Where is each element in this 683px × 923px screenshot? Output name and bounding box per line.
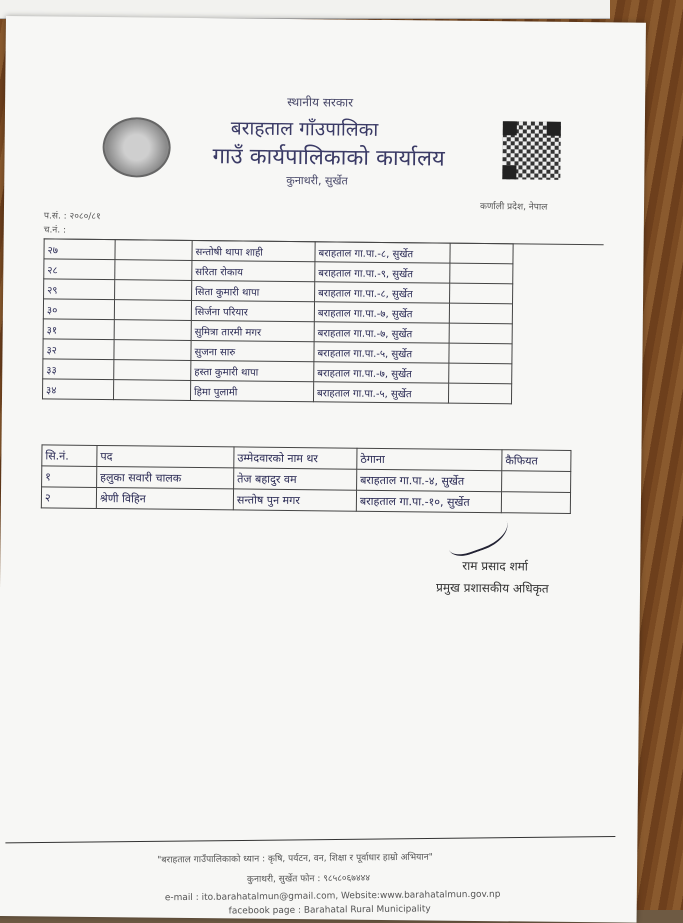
table-header-cell: पद: [97, 445, 234, 467]
table-cell: ३१: [43, 319, 114, 340]
dispatch-number: च.नं. :: [43, 225, 67, 236]
table-cell: हिमा पुलामी: [190, 380, 313, 401]
table-cell: सन्तोषी थापा शाही: [192, 240, 315, 261]
municipality-name: बराहताल गाँउपालिका: [230, 117, 379, 141]
footer-rule: [5, 836, 615, 843]
table-header-cell: उम्मेदवारको नाम थर: [234, 447, 357, 469]
table-cell: बराहताल गा.पा.-७, सुर्खेत: [314, 362, 449, 383]
table-cell: [115, 260, 192, 281]
table-cell: [450, 243, 513, 264]
table-cell: हस्ता कुमारी थापा: [191, 360, 314, 381]
table-cell: १: [42, 466, 97, 488]
table-cell: सरिता रोकाय: [192, 260, 315, 281]
table-cell: तेज बहादुर वम: [234, 468, 357, 490]
table-cell: ३२: [43, 339, 114, 360]
table-cell: [449, 363, 512, 384]
table-cell: बराहताल गा.पा.-८, सुर्खेत: [315, 282, 450, 303]
table-cell: बराहताल गा.पा.-१०, सुर्खेत: [356, 490, 501, 513]
table-cell: ३३: [43, 359, 114, 380]
table-cell: [501, 492, 570, 514]
signatory-title: प्रमुख प्रशासकीय अधिकृत: [435, 580, 549, 596]
table-cell: श्रेणी विहिन: [96, 487, 233, 509]
table-cell: [449, 303, 512, 324]
table-row: [42, 379, 511, 404]
table-header-cell: कैफियत: [502, 450, 571, 472]
table-cell: सन्तोष पुन मगर: [233, 489, 356, 511]
table-cell: सिता कुमारी थापा: [192, 280, 315, 301]
table-cell: [448, 383, 511, 404]
table-cell: [113, 380, 190, 401]
table-cell: [502, 471, 571, 493]
office-name: गाउँ कार्यपालिकाको कार्यालय: [212, 144, 445, 172]
table-header-cell: सि.नं.: [42, 445, 97, 467]
table-cell: ३४: [42, 379, 113, 400]
table-cell: [114, 300, 191, 321]
table-cell: बराहताल गा.पा.-७, सुर्खेत: [314, 302, 449, 323]
table-cell: सुमित्रा तारमी मगर: [191, 320, 314, 341]
table-cell: सिर्जना परियार: [191, 300, 314, 321]
footer-facebook: facebook page : Barahatal Rural Municipality: [228, 904, 431, 917]
table-header-cell: ठेगाना: [357, 448, 502, 471]
table-cell: हलुका सवारी चालक: [97, 466, 234, 488]
province-label: कर्णाली प्रदेश, नेपाल: [479, 201, 548, 213]
footer-phone: कुनाथरी, सुर्खेत फोन : ९८५८०६७४४४: [246, 873, 371, 885]
footer-email: e-mail : ito.barahatalmun@gmail.com, Website:www.barahatalmun.gov.np: [164, 889, 501, 904]
table-cell: बराहताल गा.पा.-५, सुर्खेत: [314, 342, 449, 363]
table-cell: ३०: [43, 299, 114, 320]
table-cell: बराहताल गा.पा.-८, सुर्खेत: [315, 242, 450, 263]
table-cell: बराहताल गा.पा.-९, सुर्खेत: [315, 262, 450, 283]
table-cell: बराहताल गा.पा.-७, सुर्खेत: [314, 322, 449, 343]
table-cell: [449, 343, 512, 364]
local-gov-label: स्थानीय सरकार: [287, 94, 354, 110]
footer-slogan: "बराहताल गाउँपालिकाको ध्यान : कृषि, पर्यटन, वन, शिक्षा र पूर्वाधार हाम्रो अभियान": [157, 852, 433, 866]
letter-document: [0, 16, 646, 923]
table-cell: [114, 340, 191, 361]
table-cell: [114, 320, 191, 341]
location-label: कुनाथरी, सुर्खेत: [286, 173, 348, 188]
table-cell: [115, 240, 192, 261]
table-cell: [449, 323, 512, 344]
table-cell: बराहताल गा.पा.-४, सुर्खेत: [357, 469, 502, 492]
table-cell: २७: [44, 239, 115, 260]
table-cell: [450, 283, 513, 304]
candidates-table-posts: [41, 444, 572, 514]
table-cell: [450, 263, 513, 284]
table-cell: २९: [44, 279, 115, 300]
table-cell: २: [41, 487, 96, 509]
table-cell: बराहताल गा.पा.-५, सुर्खेत: [313, 382, 448, 403]
nepal-emblem-icon: [102, 117, 171, 178]
candidates-table-continued: [42, 238, 514, 404]
qr-code-icon: [502, 121, 561, 180]
reference-number: प.सं. : २०८०/८१: [43, 211, 101, 223]
table-cell: २८: [44, 259, 115, 280]
table-cell: [115, 280, 192, 301]
table-cell: [114, 360, 191, 381]
table-cell: सुजना सारु: [191, 340, 314, 361]
signatory-name: राम प्रसाद शर्मा: [462, 558, 529, 574]
